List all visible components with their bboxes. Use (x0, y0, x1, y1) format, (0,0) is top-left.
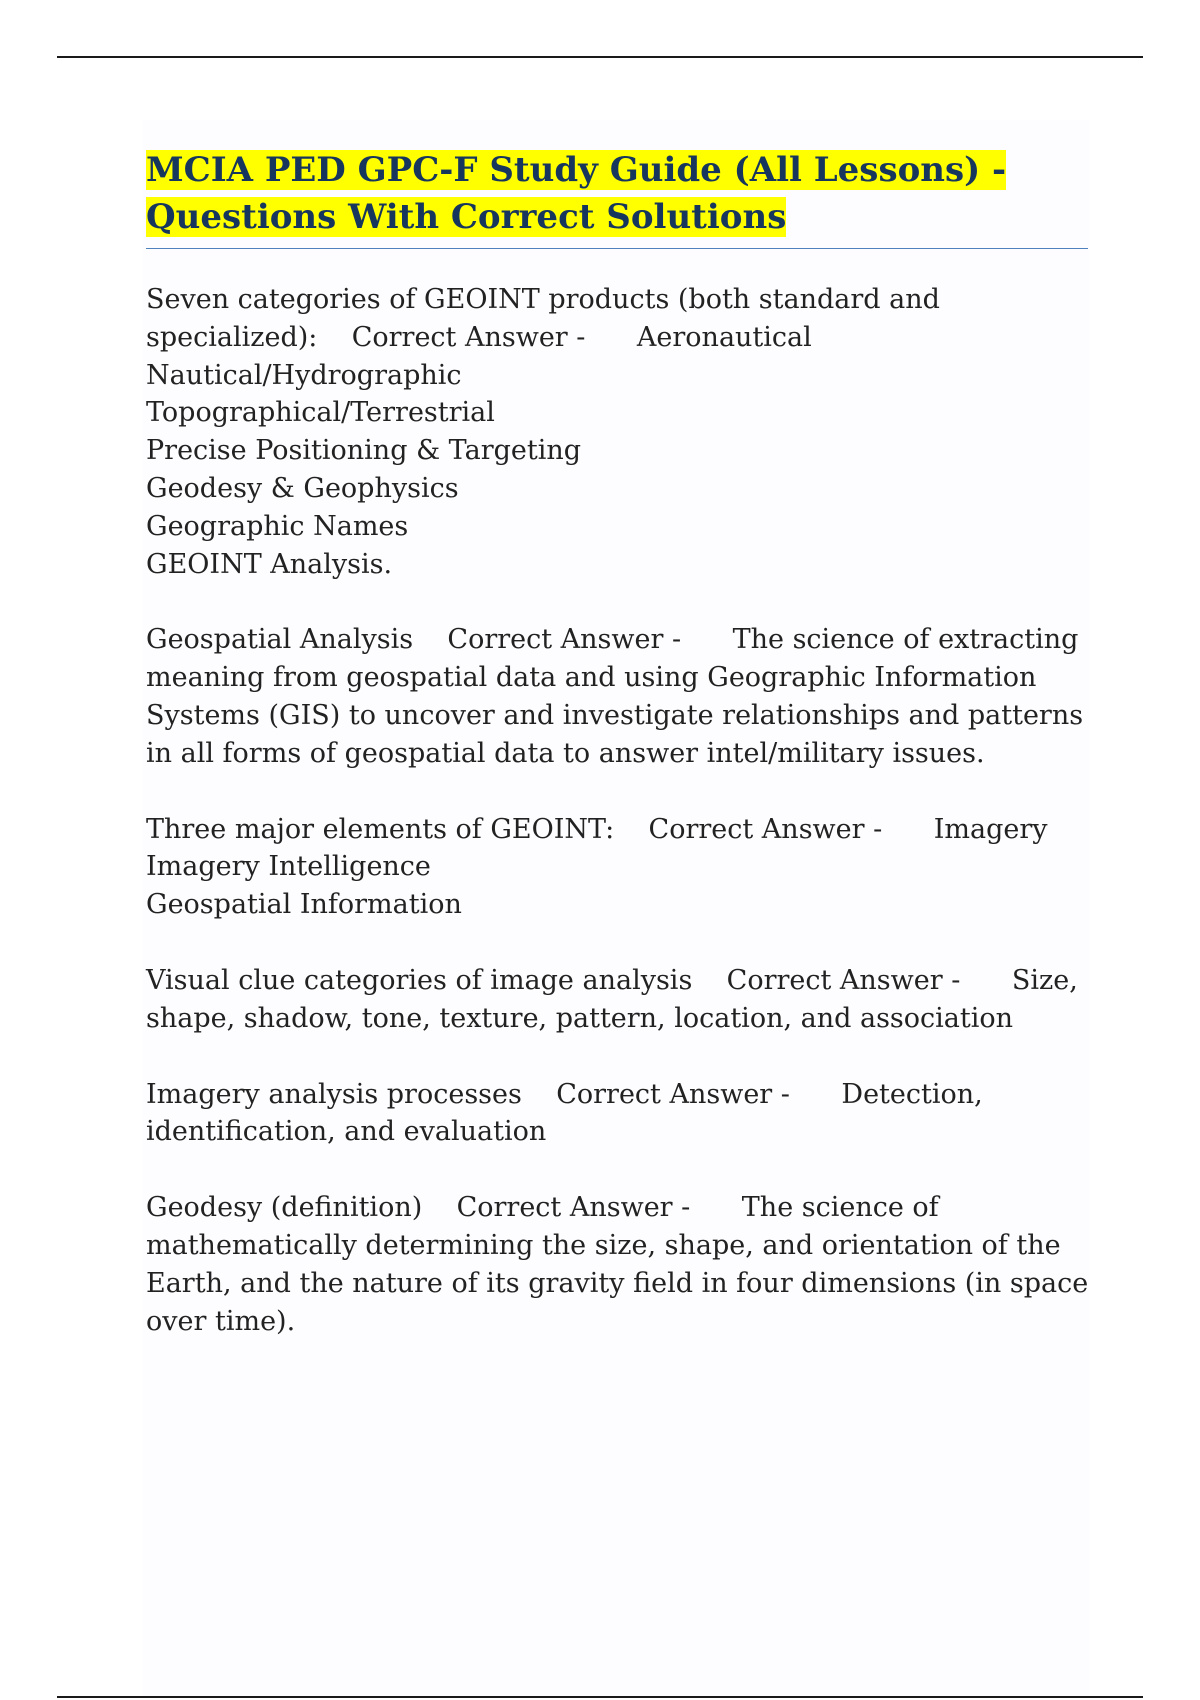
answer-label: Correct Answer (648, 813, 865, 845)
question-text: Visual clue categories of image analysis (146, 964, 693, 996)
document-title (146, 147, 1086, 241)
title-line-1: MCIA PED GPC-F Study Guide (All Lessons) - (146, 150, 1007, 190)
page-bottom-rule (57, 1696, 1143, 1698)
answer-label: Correct Answer (556, 1078, 773, 1110)
title-underline (146, 248, 1088, 249)
question-text: Seven categories of GEOINT products (both standard and specialized): (146, 284, 940, 353)
page-top-rule (57, 56, 1143, 58)
qa-list (146, 281, 1092, 1378)
answer-label: Correct Answer (351, 321, 568, 353)
question-text: Three major elements of GEOINT: (146, 813, 615, 845)
qa-item: Geodesy (definition) Correct Answer - The science of mathematically determining the size, shape, and orientation of the Earth, and the nature of its gravity field in four dimensions (in space over time). (146, 1192, 1089, 1337)
answer-label: Correct Answer (456, 1192, 673, 1224)
question-text: Imagery analysis processes (146, 1078, 522, 1110)
answer-text: Imagery Imagery Intelligence Geospatial Information (146, 813, 1048, 921)
qa-item: Three major elements of GEOINT: Correct Answer - Imagery Imagery Intelligence Geospatial Information (146, 813, 1048, 921)
answer-text: Size, shape, shadow, tone, texture, pattern, location, and association (146, 964, 1078, 1034)
answer-label: Correct Answer (726, 964, 943, 996)
answer-text: The science of extracting meaning from geospatial data and using Geographic Information Systems (GIS) to uncover and investigate relationships and patterns in all forms of geospatial data to answer intel/military issues. (146, 624, 1084, 769)
answer-text: The science of mathematically determining the size, shape, and orientation of the Earth, and the nature of its gravity field in four dimensions (in space over time). (146, 1192, 1089, 1337)
qa-item: Visual clue categories of image analysis Correct Answer - Size, shape, shadow, tone, texture, pattern, location, and association (146, 964, 1078, 1034)
qa-item: Seven categories of GEOINT products (both standard and specialized): Correct Answer - Aeronautical Nautical/Hydrographic Topographical/Terrestrial Precise Positioning & Targeting Geodesy & Geophysics Geographic Names GEOINT Analysis. (146, 284, 940, 580)
qa-item: Geospatial Analysis Correct Answer - The science of extracting meaning from geospatial data and using Geographic Information Systems (GIS) to uncover and investigate relationships and patterns in all forms of geospatial data to answer intel/military issues. (146, 624, 1084, 769)
question-text: Geospatial Analysis (146, 624, 414, 656)
answer-text: Aeronautical Nautical/Hydrographic Topographical/Terrestrial Precise Positioning & Targeting Geodesy & Geophysics Geographic Names GEOINT Analysis. (146, 321, 812, 580)
answer-label: Correct Answer (447, 624, 664, 656)
title-line-2: Questions With Correct Solutions (146, 197, 787, 237)
qa-item: Imagery analysis processes Correct Answer - Detection, identification, and evaluation (146, 1078, 983, 1148)
answer-text: Detection, identification, and evaluation (146, 1078, 983, 1148)
question-text: Geodesy (definition) (146, 1192, 423, 1224)
